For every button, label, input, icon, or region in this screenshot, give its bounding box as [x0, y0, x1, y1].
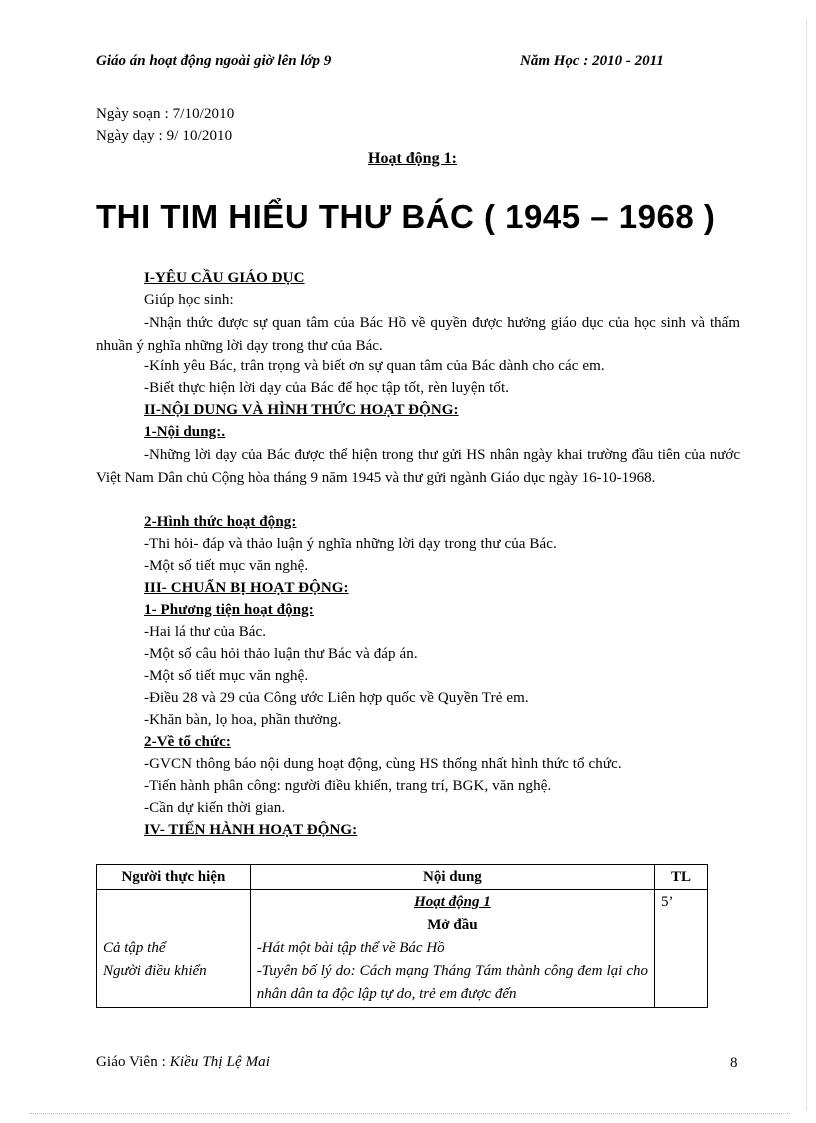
section-1-heading: I-YÊU CẦU GIÁO DỤC — [144, 270, 305, 286]
section-1-intro: Giúp học sinh: — [144, 292, 234, 308]
page-border-bottom — [30, 1113, 790, 1114]
section-3-item: -Hai lá thư của Bác. — [144, 624, 267, 640]
section-2-subheading: 1-Nội dung:. — [144, 424, 226, 440]
section-2-heading: II-NỘI DUNG VÀ HÌNH THỨC HOẠT ĐỘNG: — [144, 402, 459, 418]
activity-table — [96, 864, 708, 1008]
activity-title: Hoạt động 1 — [414, 894, 491, 910]
section-3-item: -Tiến hành phân công: người điều khiển, trang trí, BGK, văn nghệ. — [144, 778, 552, 794]
content-item: -Hát một bài tập thể về Bác Hồ — [256, 940, 445, 956]
section-3-item: -Một số tiết mục văn nghệ. — [144, 668, 309, 684]
activity-label: Hoạt động 1: — [368, 150, 457, 167]
section-3-item: -Cần dự kiến thời gian. — [144, 800, 286, 816]
table-header-content: Nội dung — [250, 865, 654, 890]
section-2-item: -Một số tiết mục văn nghệ. — [144, 558, 309, 574]
performer-leader: Người điều khiển — [103, 963, 207, 979]
section-2-paragraph: -Những lời dạy của Bác được thể hiện trong thư gửi HS nhân ngày khai trường đầu tiên của nước Việt Nam Dân chủ Cộng hòa tháng 9 năm 1945 và thư gửi ngành Giáo dục ngày 16-10-1968. — [96, 447, 740, 486]
date-taught: Ngày dạy : 9/ 10/2010 — [96, 128, 233, 144]
table-row — [97, 890, 708, 1008]
section-3-heading: III- CHUẨN BỊ HOẠT ĐỘNG: — [144, 580, 349, 596]
section-4-heading: IV- TIẾN HÀNH HOẠT ĐỘNG: — [144, 822, 358, 838]
page-border-right — [806, 20, 807, 1110]
page-number: 8 — [730, 1055, 738, 1071]
footer-teacher — [96, 1054, 270, 1071]
teacher-label: Giáo Viên : — [96, 1054, 166, 1070]
section-1-paragraph: -Nhận thức được sự quan tâm của Bác Hồ về quyền được hưởng giáo dục của học sinh và thấm nhuần ý nghĩa những lời dạy trong thư của Bác. — [96, 315, 740, 354]
section-3-item: -Một số câu hỏi thảo luận thư Bác và đáp án. — [144, 646, 418, 662]
page-title: THI TIM HIỂU THƯ BÁC ( 1945 – 1968 ) — [96, 198, 716, 235]
activity-subtitle: Mở đầu — [427, 917, 478, 933]
section-1-item: -Biết thực hiện lời dạy của Bác để học tập tốt, rèn luyện tốt. — [144, 380, 510, 396]
section-2-item: -Thi hỏi- đáp và thảo luận ý nghĩa những lời dạy trong thư của Bác. — [144, 536, 557, 552]
performer-cell — [97, 890, 251, 1008]
header-right: Năm Học : 2010 - 2011 — [520, 53, 664, 69]
date-prepared: Ngày soạn : 7/10/2010 — [96, 106, 235, 122]
content-cell — [250, 890, 654, 1008]
table-header-time: TL — [655, 865, 708, 890]
table-header-row — [97, 865, 708, 890]
section-2-subheading: 2-Hình thức hoạt động: — [144, 514, 297, 530]
content-item: -Tuyên bố lý do: Cách mạng Tháng Tám thành công đem lại cho nhân dân ta độc lập tự do, trẻ em được đến — [256, 963, 649, 1002]
table-header-performer: Người thực hiện — [97, 865, 251, 890]
section-1-item: -Kính yêu Bác, trân trọng và biết ơn sự quan tâm của Bác dành cho các em. — [144, 358, 605, 374]
section-3-item: -GVCN thông báo nội dung hoạt động, cùng HS thống nhất hình thức tổ chức. — [144, 756, 622, 772]
section-3-subheading: 1- Phương tiện hoạt động: — [144, 602, 314, 618]
section-3-subheading: 2-Về tổ chức: — [144, 734, 231, 750]
performer-group: Cả tập thể — [103, 940, 166, 956]
header-left: Giáo án hoạt động ngoài giờ lên lớp 9 — [96, 53, 332, 69]
time-cell: 5’ — [655, 890, 708, 1008]
section-3-item: -Điều 28 và 29 của Công ước Liên hợp quốc về Quyền Trẻ em. — [144, 690, 529, 706]
teacher-name: Kiều Thị Lệ Mai — [169, 1054, 271, 1070]
section-3-item: -Khăn bàn, lọ hoa, phần thưởng. — [144, 712, 342, 728]
